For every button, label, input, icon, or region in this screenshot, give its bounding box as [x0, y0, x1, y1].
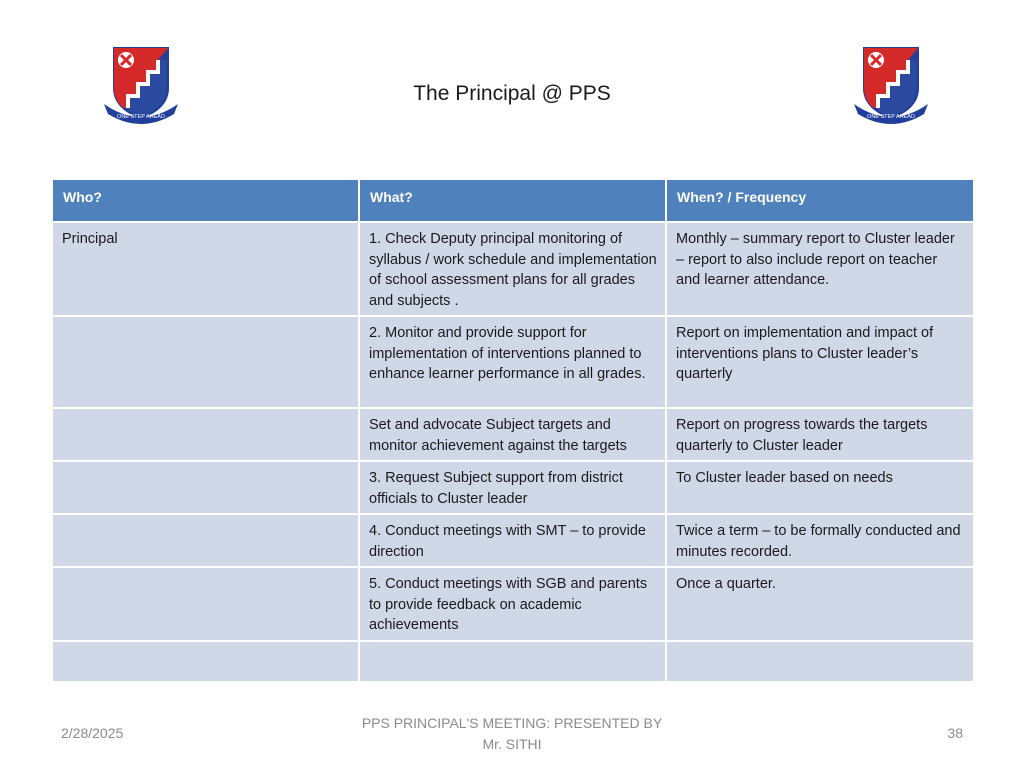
- crest-motto-text-left: ONE STEP AHEAD: [117, 114, 165, 120]
- cell-when: To Cluster leader based on needs: [666, 461, 974, 514]
- cell-what: 3. Request Subject support from district officials to Cluster leader: [359, 461, 666, 514]
- cell-what: 5. Conduct meetings with SGB and parents to provide feedback on academic achievements: [359, 567, 666, 641]
- footer-meeting-line: PPS PRINCIPAL'S MEETING: PRESENTED BY: [361, 715, 663, 731]
- cell-when: [666, 641, 974, 682]
- cell-when: Monthly – summary report to Cluster leader – report to also include report on teacher and learner attendance.: [666, 222, 974, 316]
- cell-what: 1. Check Deputy principal monitoring of syllabus / work schedule and implementation of school assessment plans for all grades and subjects .: [359, 222, 666, 316]
- cell-when: Once a quarter.: [666, 567, 974, 641]
- header-what: What?: [359, 179, 666, 222]
- cell-what: 2. Monitor and provide support for implementation of interventions planned to enhance learner performance in all grades.: [359, 316, 666, 408]
- header-who: Who?: [52, 179, 359, 222]
- table-row: [52, 461, 974, 514]
- cell-when: Twice a term – to be formally conducted and minutes recorded.: [666, 514, 974, 567]
- slide-title: The Principal @ PPS: [413, 82, 611, 105]
- footer-date: 2/28/2025: [61, 725, 124, 741]
- cell-who: [52, 514, 359, 567]
- header-when: When? / Frequency: [666, 179, 974, 222]
- footer-presenter-name: Mr. SITHI: [482, 736, 542, 752]
- table-row: [52, 641, 974, 682]
- table-row: [52, 222, 974, 316]
- cell-what: [359, 641, 666, 682]
- cell-who: [52, 567, 359, 641]
- table-row: [52, 514, 974, 567]
- responsibility-table: [51, 178, 975, 683]
- cell-what: 4. Conduct meetings with SMT – to provide direction: [359, 514, 666, 567]
- table-header-row: [52, 179, 974, 222]
- cell-who: Principal: [52, 222, 359, 316]
- table-row: [52, 316, 974, 408]
- table-row: [52, 408, 974, 461]
- cell-who: [52, 316, 359, 408]
- cell-what: Set and advocate Subject targets and monitor achievement against the targets: [359, 408, 666, 461]
- cell-when: Report on progress towards the targets quarterly to Cluster leader: [666, 408, 974, 461]
- table-row: [52, 567, 974, 641]
- cell-who: [52, 641, 359, 682]
- cell-who: [52, 408, 359, 461]
- footer-presenter: [312, 713, 712, 755]
- crest-motto-text-right: ONE STEP AHEAD: [867, 114, 915, 120]
- cell-who: [52, 461, 359, 514]
- footer-page-number: 38: [947, 725, 963, 741]
- cell-when: Report on implementation and impact of interventions plans to Cluster leader’s quarterly: [666, 316, 974, 408]
